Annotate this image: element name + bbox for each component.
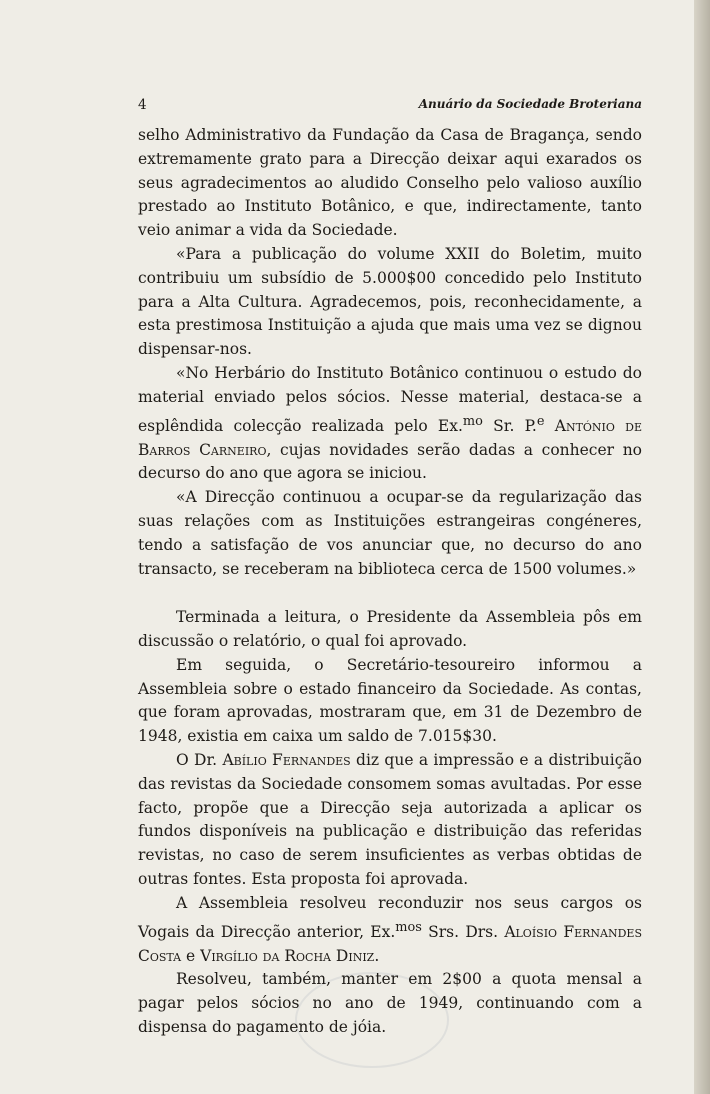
person-name: Abílio Fernandes — [222, 751, 351, 770]
running-title: Anuário da Sociedade Broteriana — [418, 97, 642, 111]
person-name: António de Barros Carneiro — [138, 416, 642, 459]
paragraph-1: selho Administrativo da Fundação da Casa de Bragança, sendo extremamente grato para a Direcção deixar aqui exarados os seus agradecimentos ao aludido Conselho pelo valioso auxílio prestado ao Instituto Botânico, e que, indirectamente, tanto veio animar a vida da Sociedade. — [138, 126, 642, 240]
paragraph-5: Terminada a leitura, o Presidente da Assembleia pôs em discussão o relatório, o qual foi aprovado. — [138, 608, 642, 651]
paragraph-3 — [138, 362, 642, 486]
paragraph-3-text-c: , cujas novidades serão dadas a conhecer no decurso do ano que agora se iniciou. — [138, 440, 643, 483]
person-name: Virgílio da Rocha Diniz — [200, 946, 375, 965]
superscript-e: e — [536, 413, 545, 429]
paragraph-9: Resolveu, também, manter em 2$00 a quota mensal a pagar pelos sócios no ano de 1949, continuando com a dispensa do pagamento de jóia. — [138, 970, 642, 1036]
paragraph-7-text-b: diz que a impressão e a distribuição das revistas da Sociedade consomem somas avultadas. Por esse facto, propõe que a Direcção seja autorizada a aplicar os fundos disponíveis na publicação e distribuição das referidas revistas, no caso de serem insuficientes as verbas obtidas de outras fontes. Esta proposta foi aprovada. — [138, 751, 643, 889]
paragraph-8-text-b: Srs. Drs. — [421, 922, 505, 941]
paragraph-7 — [138, 749, 642, 892]
paragraph-8-text-d: . — [374, 946, 380, 965]
paragraph-6: Em seguida, o Secretário-tesoureiro informou a Assembleia sobre o estado financeiro da Sociedade. As contas, que foram aprovadas, mostraram que, em 31 de Dezembro de 1948, existia em caixa um saldo de 7.015$30. — [138, 655, 642, 746]
paragraph-7-text-a: O Dr. — [176, 751, 223, 770]
superscript-mos: mos — [395, 919, 422, 935]
page-header — [138, 97, 642, 117]
paragraph-2: «Para a publicação do volume XXII do Boletim, muito contribuiu um subsídio de 5.000$00 concedido pelo Instituto para a Alta Cultura. Agradecemos, pois, reconhecidamente, a esta prestimosa Instituição a ajuda que mais uma vez se dignou dispensar-nos. — [138, 244, 642, 359]
person-name: Aloísio Fernandes Costa — [138, 922, 642, 965]
paragraph-3-text-a: «No Herbário do Instituto Botânico continuou o estudo do material enviado pelos sócios. Nesse material, destaca-se a esplêndida colecção realizada pelo Ex. — [138, 363, 642, 435]
paragraph-8-text-c: e — [181, 946, 201, 965]
page-number: 4 — [138, 97, 147, 113]
body-text — [138, 124, 642, 1040]
paragraph-8-text-a: A Assembleia resolveu reconduzir nos seus cargos os Vogais da Direcção anterior, Ex. — [138, 893, 642, 941]
paragraph-3-text-b: Sr. P. — [482, 416, 537, 435]
paragraph-4: «A Direcção continuou a ocupar-se da regularização das suas relações com as Instituições estrangeiras congéneres, tendo a satisfação de vos anunciar que, no decurso do ano transacto, se receberam na biblioteca cerca de 1500 volumes.» — [138, 488, 642, 578]
superscript-mo: mo — [462, 413, 483, 429]
paragraph-8 — [138, 892, 642, 969]
